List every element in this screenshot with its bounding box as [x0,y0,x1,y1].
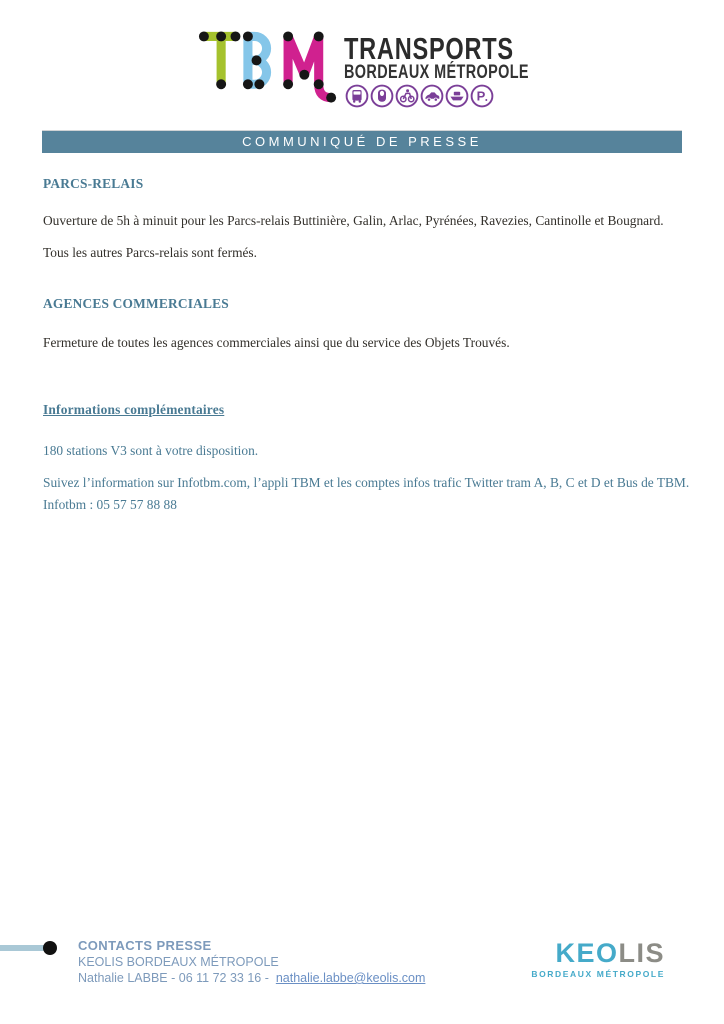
svg-text:P: P [476,88,486,104]
press-release-banner: COMMUNIQUÉ DE PRESSE [42,131,682,153]
tbm-logo-icon [197,24,339,112]
transport-mode-icons [345,84,494,108]
boat-icon [445,84,469,108]
footer-rule-line [0,945,46,951]
parcs-relais-paragraph-1: Ouverture de 5h à minuit pour les Parcs-relais Buttinière, Galin, Arlac, Pyrénées, Ravezies, Cantinolle et Bougnard. [43,213,664,229]
bus-icon [345,84,369,108]
brand-wordmark [344,31,587,83]
keolis-logo [531,940,665,979]
keolis-wordmark-gray: LIS [618,938,665,968]
brand-title: TRANSPORTS [344,31,514,66]
footer-line-end-dot [43,941,57,955]
contacts-title: CONTACTS PRESSE [78,938,212,953]
tbm-logo-text [0,0,1,1]
section-title-agences: AGENCES COMMERCIALES [43,296,229,312]
car-icon [420,84,444,108]
contacts-company: KEOLIS BORDEAUX MÉTROPOLE [78,955,279,969]
press-contacts-block [78,938,425,986]
infos-paragraph-1: 180 stations V3 sont à votre disposition. [43,442,259,458]
brand-subtitle: BORDEAUX MÉTROPOLE [344,62,529,83]
contacts-person-line [78,970,425,986]
section-title-infos: Informations complémentaires [43,402,225,418]
parcs-relais-paragraph-2: Tous les autres Parcs-relais sont fermés. [43,244,257,260]
keolis-subtitle: BORDEAUX MÉTROPOLE [531,969,665,979]
agences-paragraph: Fermeture de toutes les agences commerciales ainsi que du service des Objets Trouvés. [43,334,510,350]
parking-icon [470,84,494,108]
keolis-wordmark [531,940,665,967]
tram-icon [370,84,394,108]
bike-icon [395,84,419,108]
infos-paragraph-2: Suivez l’information sur Infotbm.com, l’appli TBM et les comptes infos trafic Twitter tram A, B, C et D et Bus de TBM. Infotbm : 05 57 57 88 88 [43,475,696,512]
contact-email-link[interactable]: nathalie.labbe@keolis.com [275,971,426,985]
section-title-parcs-relais: PARCS-RELAIS [43,176,144,191]
contact-name-phone: Nathalie LABBE - 06 11 72 33 16 - [78,971,273,985]
document-body [43,173,696,515]
keolis-wordmark-blue: KEO [555,938,619,968]
